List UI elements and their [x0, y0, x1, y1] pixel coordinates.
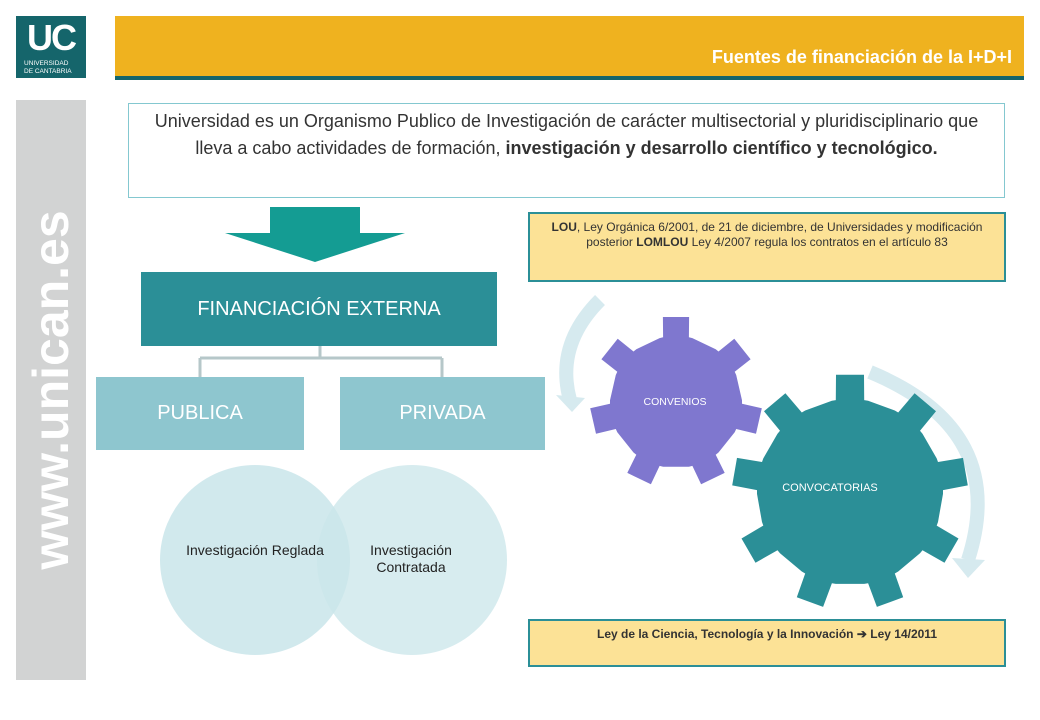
- note-lou-text-1: , Ley Orgánica 6/2001, de 21 de diciembre, de Universidades y modificación posterior: [576, 220, 983, 249]
- label-convenios: CONVENIOS: [643, 396, 707, 408]
- note-ley-ciencia-text-1: Ley de la Ciencia, Tecnología y la Innovación: [596, 627, 854, 641]
- logo-line-1: UNIVERSIDAD: [24, 60, 69, 67]
- slide-title: Fuentes de financiación de la I+D+I: [711, 47, 1012, 67]
- node-privada: PRIVADA: [340, 377, 545, 450]
- note-lou-text-2: Ley 4/2007 regula los contratos en el artículo 83: [688, 235, 948, 249]
- curved-arrow-left-head: [556, 395, 585, 412]
- logo-mark: UC: [27, 17, 75, 58]
- label-convocatorias: CONVOCATORIAS: [782, 482, 878, 494]
- intro-text: Universidad es un Organismo Publico de Investigación de carácter multisectorial y pluridisciplinario que lleva a cabo actividades de formación,: [154, 111, 979, 158]
- tree-connector: [200, 346, 442, 377]
- arrow-icon: ➔: [856, 627, 867, 641]
- curved-arrow-right-head: [952, 558, 985, 578]
- note-ley-ciencia: [528, 619, 1006, 667]
- intro-text-bold: investigación y desarrollo científico y tecnológico.: [505, 138, 938, 158]
- note-lomlou-abbr: LOMLOU: [636, 235, 689, 249]
- node-publica: PUBLICA: [96, 377, 304, 450]
- note-lou: [528, 212, 1006, 282]
- down-arrow: [225, 207, 405, 262]
- label-investigacion-contratada: Investigación Contratada: [370, 542, 452, 575]
- note-ley-ciencia-text-2: Ley 14/2011: [870, 627, 937, 641]
- note-lou-abbr: LOU: [551, 220, 577, 234]
- curved-arrow-left: [566, 300, 600, 400]
- logo-line-2: DE CANTABRIA: [24, 67, 72, 75]
- node-financiacion-externa: FINANCIACIÓN EXTERNA: [141, 272, 497, 346]
- label-investigacion-reglada: Investigación Reglada: [186, 542, 324, 558]
- sidebar-url: www.unican.es: [23, 210, 79, 570]
